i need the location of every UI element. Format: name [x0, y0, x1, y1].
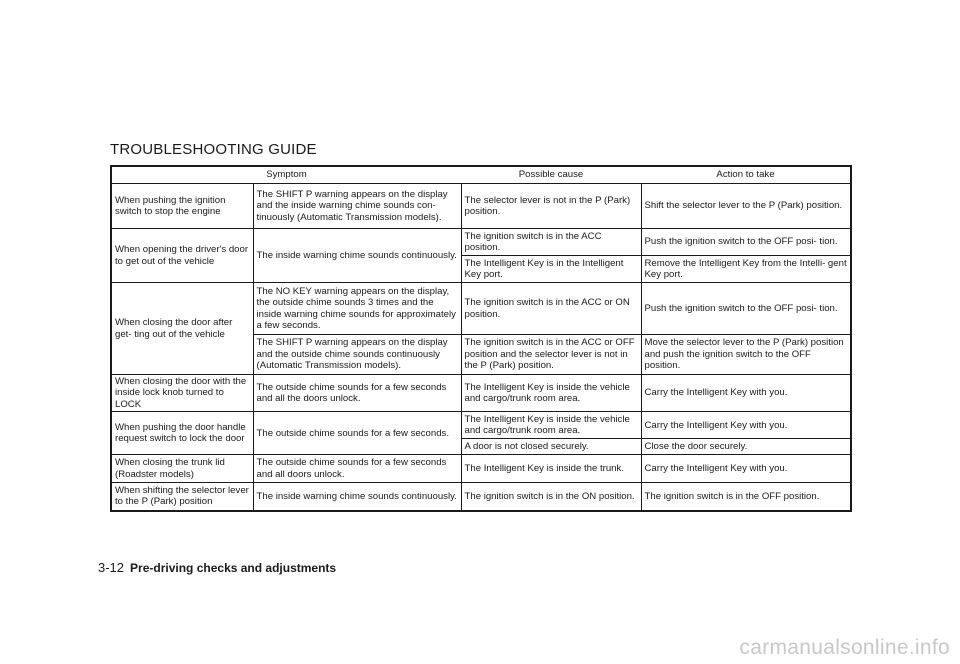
- table-row: [111, 483, 851, 511]
- troubleshooting-table: [110, 165, 852, 512]
- symptom-cell: When closing the door with the inside lock knob turned to LOCK: [111, 375, 253, 412]
- action-cell: Carry the Intelligent Key with you.: [641, 412, 851, 439]
- action-cell: The ignition switch is in the OFF position.: [641, 483, 851, 511]
- action-cell: Close the door securely.: [641, 439, 851, 455]
- action-cell: Move the selector lever to the P (Park) position and push the ignition switch to the OFF position.: [641, 335, 851, 375]
- page-title: TROUBLESHOOTING GUIDE: [110, 141, 317, 158]
- table-row: [111, 229, 851, 256]
- section-title: Pre-driving checks and adjustments: [130, 561, 337, 575]
- action-cell: Carry the Intelligent Key with you.: [641, 455, 851, 483]
- header-possible-cause: Possible cause: [461, 166, 641, 184]
- cause-cell: The Intelligent Key is in the Intelligent Key port.: [461, 256, 641, 283]
- condition-cell: The outside chime sounds for a few seconds.: [253, 412, 461, 455]
- cause-cell: The selector lever is not in the P (Park) position.: [461, 184, 641, 229]
- table-row: [111, 184, 851, 229]
- table-row: [111, 455, 851, 483]
- page-footer: [98, 560, 336, 575]
- cause-cell: The Intelligent Key is inside the vehicle and cargo/trunk room area.: [461, 375, 641, 412]
- cause-cell: The Intelligent Key is inside the vehicle and cargo/trunk room area.: [461, 412, 641, 439]
- condition-cell: The inside warning chime sounds continuously.: [253, 483, 461, 511]
- symptom-cell: When closing the trunk lid (Roadster models): [111, 455, 253, 483]
- page-number: 3-12: [98, 560, 125, 575]
- table-row: [111, 375, 851, 412]
- symptom-cell: When pushing the door handle request switch to lock the door: [111, 412, 253, 455]
- condition-cell: The outside chime sounds for a few seconds and all the doors unlock.: [253, 375, 461, 412]
- symptom-cell: When shifting the selector lever to the P (Park) position: [111, 483, 253, 511]
- cause-cell: The ignition switch is in the ON position.: [461, 483, 641, 511]
- condition-cell: The SHIFT P warning appears on the display and the outside chime sounds continuously (Automatic Transmission models).: [253, 335, 461, 375]
- table-row: [111, 283, 851, 335]
- condition-cell: The NO KEY warning appears on the display, the outside chime sounds 3 times and the inside warning chime sounds for approximately a few seconds.: [253, 283, 461, 335]
- watermark: carmanualsonline.info: [739, 636, 950, 659]
- header-action: Action to take: [641, 166, 851, 184]
- cause-cell: The ignition switch is in the ACC position.: [461, 229, 641, 256]
- header-symptom: Symptom: [111, 166, 461, 184]
- cause-cell: The ignition switch is in the ACC or OFF position and the selector lever is not in the P (Park) position.: [461, 335, 641, 375]
- table-header-row: [111, 166, 851, 184]
- action-cell: Push the ignition switch to the OFF posi- tion.: [641, 283, 851, 335]
- table-row: [111, 412, 851, 439]
- symptom-cell: When opening the driver's door to get out of the vehicle: [111, 229, 253, 283]
- condition-cell: The inside warning chime sounds continuously.: [253, 229, 461, 283]
- symptom-cell: When closing the door after get- ting out of the vehicle: [111, 283, 253, 375]
- action-cell: Push the ignition switch to the OFF posi- tion.: [641, 229, 851, 256]
- cause-cell: The Intelligent Key is inside the trunk.: [461, 455, 641, 483]
- action-cell: Shift the selector lever to the P (Park) position.: [641, 184, 851, 229]
- cause-cell: A door is not closed securely.: [461, 439, 641, 455]
- condition-cell: The SHIFT P warning appears on the display and the inside warning chime sounds con- tinuously (Automatic Transmission models).: [253, 184, 461, 229]
- action-cell: Carry the Intelligent Key with you.: [641, 375, 851, 412]
- condition-cell: The outside chime sounds for a few seconds and all doors unlock.: [253, 455, 461, 483]
- symptom-cell: When pushing the ignition switch to stop the engine: [111, 184, 253, 229]
- action-cell: Remove the Intelligent Key from the Intelli- gent Key port.: [641, 256, 851, 283]
- cause-cell: The ignition switch is in the ACC or ON position.: [461, 283, 641, 335]
